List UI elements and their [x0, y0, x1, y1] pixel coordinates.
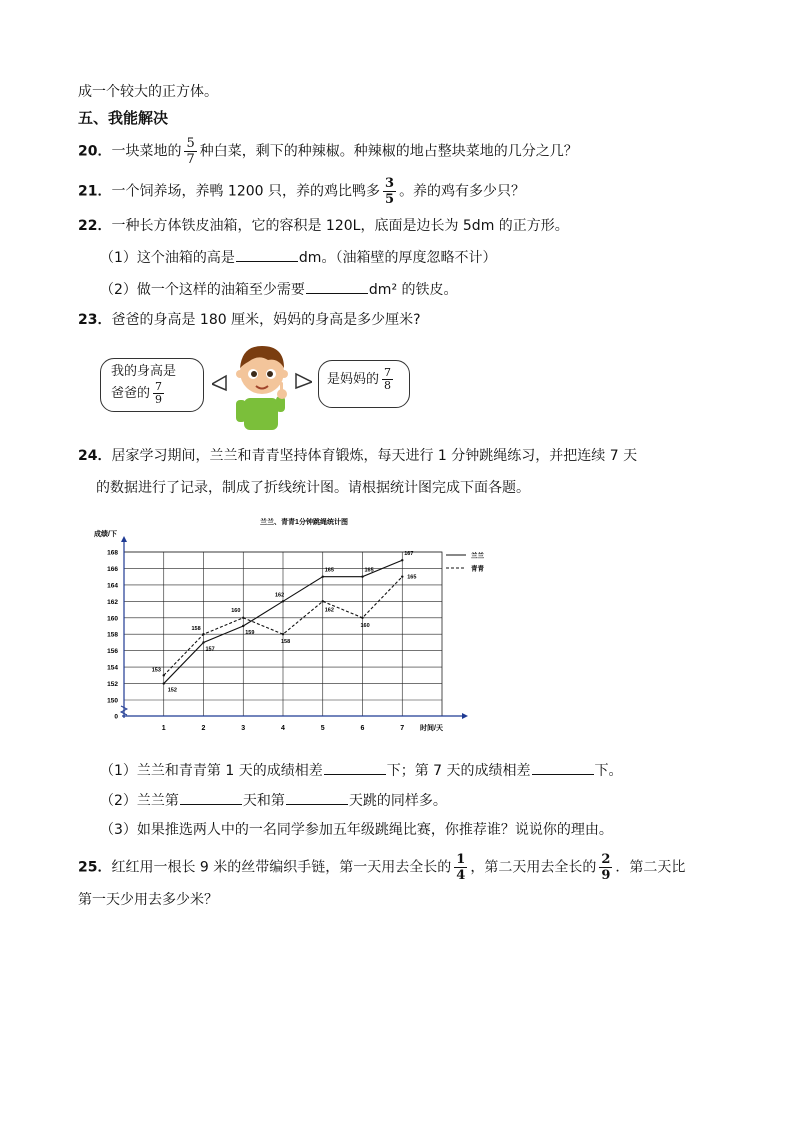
y-tick-label: 152 [107, 681, 118, 689]
y-tick-label: 156 [107, 648, 118, 656]
fraction [383, 176, 396, 207]
q24-s1-text-a: （1）兰兰和青青第 1 天的成绩相差 [100, 763, 323, 779]
numerator: 1 [456, 852, 466, 867]
numerator: 2 [601, 852, 611, 867]
x-tick-label: 4 [281, 725, 285, 732]
x-tick-label: 3 [241, 725, 246, 732]
data-label: 162 [324, 607, 334, 614]
data-point [361, 617, 363, 619]
data-label: 165 [407, 574, 417, 581]
q21-text-b: 。养的鸡有多少只？ [399, 183, 526, 200]
denominator: 9 [155, 393, 163, 406]
question-number: 24． [78, 448, 112, 464]
q24-s1-text-b: 下；第 7 天的成绩相差 [386, 763, 531, 779]
question-22 [78, 216, 569, 236]
chart-title: 兰兰、青青1分钟跳绳统计图 [260, 519, 348, 526]
fraction [382, 367, 393, 392]
legend-label: 兰兰 [471, 552, 484, 560]
y-tick-label: 150 [107, 697, 118, 705]
data-label: 158 [191, 626, 201, 633]
data-label: 165 [324, 567, 334, 574]
question-25 [78, 852, 685, 883]
q24-sub-3: （3）如果推选两人中的一名同学参加五年级跳绳比赛，你推荐谁？说说你的理由。 [100, 822, 613, 838]
data-label: 153 [151, 667, 161, 674]
data-label: 157 [205, 646, 215, 653]
legend-label: 青青 [471, 565, 484, 573]
q25-text-b: ，第二天用去全长的 [470, 859, 597, 876]
fraction [599, 852, 612, 883]
answer-blank[interactable] [532, 760, 594, 775]
fraction [454, 852, 467, 883]
q24-line-2: 的数据进行了记录，制成了折线统计图。请根据统计图完成下面各题。 [96, 480, 530, 496]
numerator: 5 [186, 136, 195, 151]
q22-sub-1 [100, 247, 496, 268]
denominator: 7 [186, 152, 195, 167]
question-20 [78, 136, 578, 167]
data-point [361, 575, 363, 577]
q22-s1-text-b: dm。（油箱壁的厚度忽略不计） [298, 250, 497, 266]
q20-text-a: 一块菜地的 [111, 143, 182, 160]
q22-s2-text-b: dm² 的铁皮。 [368, 282, 458, 298]
q25-text-a: 红红用一根长 9 米的丝带编织手链，第一天用去全长的 [111, 859, 452, 876]
x-tick-label: 1 [161, 725, 166, 732]
q20-text-b: 种白菜，剩下的种辣椒。种辣椒的地占整块菜地的几分之几？ [199, 143, 578, 160]
answer-blank[interactable] [324, 760, 386, 775]
fraction [153, 381, 164, 406]
bubble-left-text: 爸爸的 [111, 386, 151, 401]
data-label: 160 [231, 607, 241, 614]
question-number: 22． [78, 218, 112, 234]
q22-sub-2 [100, 279, 458, 300]
q24-sub-2 [100, 790, 447, 811]
data-label: 160 [360, 622, 370, 629]
data-label: 159 [245, 630, 255, 636]
x-axis-label: 时间/天 [420, 725, 443, 732]
q24-sub-1 [100, 760, 623, 781]
data-point [202, 633, 204, 635]
q24-s2-text-c: 天跳的同样多。 [348, 793, 447, 809]
x-tick-label: 6 [360, 725, 365, 732]
denominator: 9 [601, 868, 611, 883]
denominator: 5 [385, 192, 395, 207]
question-23 [78, 310, 421, 330]
data-label: 158 [281, 639, 291, 646]
denominator: 8 [384, 379, 392, 392]
bubble-left-line-1: 我的身高是 [111, 364, 177, 379]
q24-s2-text-b: 天和第 [242, 793, 285, 809]
y-tick-label: 158 [107, 631, 118, 639]
x-tick-label: 2 [201, 725, 206, 732]
data-point [163, 674, 165, 676]
question-number: 20． [78, 143, 112, 160]
y-axis-arrow [121, 536, 127, 542]
data-point [242, 625, 244, 627]
data-label: 165 [364, 567, 374, 574]
q22-s1-text-a: （1）这个油箱的高是 [100, 250, 235, 266]
y-tick-label: 162 [107, 598, 118, 606]
answer-blank[interactable] [180, 790, 242, 805]
speech-bubble-left [100, 358, 204, 412]
question-number: 25． [78, 859, 112, 876]
question-number: 23． [78, 312, 112, 328]
chart-legend [446, 551, 485, 573]
numerator: 7 [155, 380, 163, 393]
y-tick-label: 0 [114, 713, 118, 721]
intro-line: 成一个较大的正方体。 [78, 84, 218, 100]
data-point [322, 600, 324, 602]
speech-bubble-right [318, 360, 410, 408]
x-axis-arrow [462, 713, 468, 719]
q22-text: 一种长方体铁皮油箱，它的容积是 120L，底面是边长为 5dm 的正方形。 [111, 218, 569, 234]
axis-break [121, 706, 127, 715]
data-point [163, 682, 165, 684]
data-point [401, 559, 403, 561]
y-tick-label: 166 [107, 565, 118, 573]
answer-blank[interactable] [236, 247, 298, 262]
question-24 [78, 446, 637, 466]
data-label: 152 [167, 687, 177, 694]
q25-text-c: ．第二天比 [615, 859, 686, 876]
numerator: 3 [385, 176, 395, 191]
q24-s1-text-c: 下。 [594, 763, 623, 779]
q21-text-a: 一个饲养场，养鸭 1200 只，养的鸡比鸭多 [111, 183, 381, 200]
data-point [322, 575, 324, 577]
question-number: 21． [78, 183, 112, 200]
q24-s2-text-a: （2）兰兰第 [100, 793, 179, 809]
chart-series [152, 551, 417, 693]
data-label: 167 [404, 551, 414, 558]
q22-s2-text-a: （2）做一个这样的油箱至少需要 [100, 282, 305, 298]
data-label: 162 [275, 592, 285, 599]
bubble-left-line-2 [111, 381, 203, 406]
bubble-right-text: 是妈妈的 [327, 372, 380, 387]
data-point [202, 641, 204, 643]
numerator: 7 [384, 366, 392, 379]
answer-blank[interactable] [286, 790, 348, 805]
line-chart [90, 512, 490, 744]
question-21 [78, 176, 525, 207]
x-tick-label: 7 [400, 725, 405, 732]
x-tick-label: 5 [320, 725, 325, 732]
y-tick-label: 164 [107, 582, 118, 590]
denominator: 4 [456, 868, 466, 883]
boy-illustration-icon [212, 336, 312, 432]
q24-line-1: 居家学习期间，兰兰和青青坚持体育锻炼，每天进行 1 分钟跳绳练习，并把连续 7 天 [111, 448, 638, 464]
data-point [242, 617, 244, 619]
y-tick-label: 154 [107, 664, 118, 672]
y-axis-label: 成绩/下 [94, 531, 117, 538]
section-title: 五、我能解决 [78, 109, 169, 127]
q23-text: 爸爸的身高是 180 厘米，妈妈的身高是多少厘米? [111, 312, 421, 328]
fraction [184, 136, 196, 167]
q25-line-2: 第一天少用去多少米？ [78, 892, 218, 908]
data-point [282, 633, 284, 635]
y-tick-label: 160 [107, 615, 118, 623]
data-point [282, 600, 284, 602]
y-tick-label: 168 [107, 549, 118, 557]
answer-blank[interactable] [306, 279, 368, 294]
data-point [401, 575, 403, 577]
